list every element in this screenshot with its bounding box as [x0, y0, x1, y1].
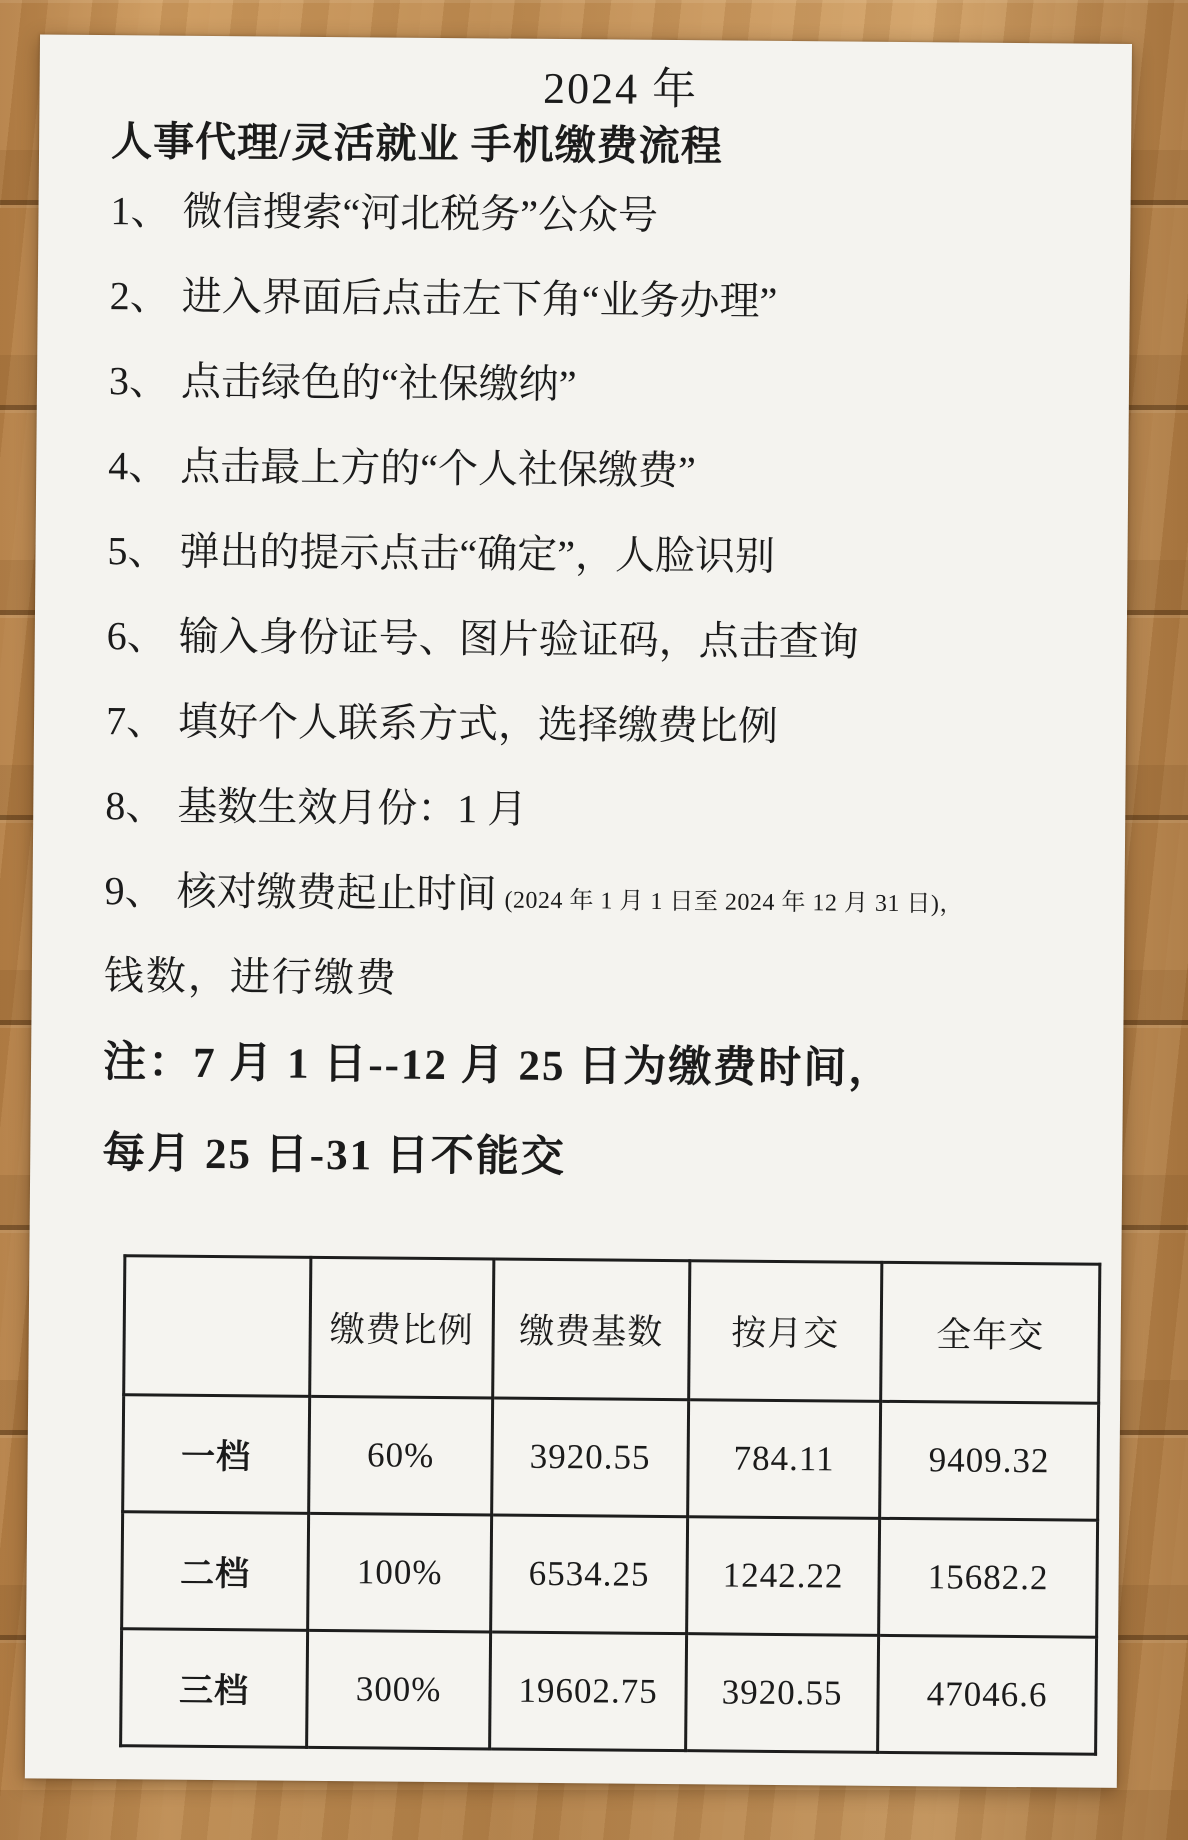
- step-number: 5、: [107, 528, 168, 575]
- steps-list: [104, 188, 1074, 921]
- tier-yearly: 9409.32: [880, 1401, 1099, 1520]
- table-row-tier-2: [122, 1512, 1098, 1638]
- step-9-continuation-line: 钱数，进行缴费: [103, 953, 399, 1002]
- table-row-tier-1: [123, 1395, 1099, 1521]
- step-item-4: [108, 443, 1072, 496]
- step-number: 6、: [106, 613, 167, 660]
- step-number: 4、: [108, 443, 169, 490]
- col-header-monthly: 按月交: [689, 1260, 882, 1401]
- step-text: 弹出的提示点击“确定”，人脸识别: [179, 529, 776, 580]
- step-number: 1、: [110, 188, 171, 235]
- step-number: 8、: [105, 783, 166, 830]
- step-item-1: [110, 188, 1074, 241]
- tier-ratio: 300%: [307, 1630, 491, 1749]
- table-row-tier-3: [121, 1629, 1097, 1755]
- step-text: 填好个人联系方式，选择缴费比例: [177, 699, 779, 750]
- col-header-base: 缴费基数: [493, 1259, 690, 1400]
- step-text: 基数生效月份：1 月: [177, 784, 528, 833]
- step-text: 点击绿色的“社保缴纳”: [180, 359, 577, 408]
- step-number: 7、: [105, 698, 167, 745]
- step-item-5: [107, 528, 1071, 581]
- step-text: 微信搜索“河北税务”公众号: [182, 189, 659, 239]
- tier-monthly: 784.11: [688, 1399, 881, 1518]
- step-item-7: [105, 698, 1070, 751]
- step-item-8: [105, 783, 1069, 836]
- tier-ratio: 100%: [308, 1513, 492, 1632]
- step-text: 进入界面后点击左下角“业务办理”: [181, 274, 778, 325]
- step-text: 点击最上方的“个人社保缴费”: [180, 444, 696, 494]
- tier-label: 二档: [122, 1512, 309, 1631]
- tier-base: 6534.25: [491, 1515, 688, 1634]
- notice-paper: [25, 34, 1132, 1787]
- note-line-1: 注：7 月 1 日--12 月 25 日为缴费时间，: [102, 1039, 894, 1094]
- step-item-3: [108, 358, 1073, 411]
- tier-label: 三档: [121, 1629, 308, 1748]
- step-number: 9、: [104, 868, 165, 915]
- step-number: 3、: [108, 358, 170, 405]
- tier-label: 一档: [123, 1395, 310, 1514]
- note-line-2: 每月 25 日-31 日不能交: [102, 1129, 567, 1181]
- fee-table-header-row: [124, 1256, 1100, 1404]
- step-text: 输入身份证号、图片验证码，点击查询: [178, 614, 859, 666]
- step-item-6: [106, 613, 1071, 666]
- step-number: 2、: [109, 273, 170, 320]
- tier-monthly: 3920.55: [686, 1633, 879, 1752]
- col-header-blank: [124, 1256, 311, 1397]
- tier-ratio: 60%: [309, 1396, 493, 1515]
- col-header-yearly: 全年交: [881, 1262, 1100, 1403]
- fee-tier-table: [119, 1254, 1101, 1756]
- step-item-9: [104, 868, 1068, 921]
- document-subtitle: 人事代理/灵活就业 手机缴费流程: [110, 118, 723, 170]
- step-text: 核对缴费起止时间: [176, 869, 497, 917]
- step-9-date-range: (2024 年 1 月 1 日至 2024 年 12 月 31 日)，: [504, 888, 965, 919]
- tier-yearly: 15682.2: [879, 1518, 1098, 1637]
- col-header-ratio: 缴费比例: [310, 1257, 494, 1398]
- tier-base: 19602.75: [490, 1632, 687, 1751]
- tier-base: 3920.55: [492, 1398, 689, 1517]
- document-title: 2024 年: [542, 63, 699, 115]
- step-item-2: [109, 273, 1074, 326]
- tier-monthly: 1242.22: [687, 1516, 880, 1635]
- tier-yearly: 47046.6: [878, 1635, 1097, 1754]
